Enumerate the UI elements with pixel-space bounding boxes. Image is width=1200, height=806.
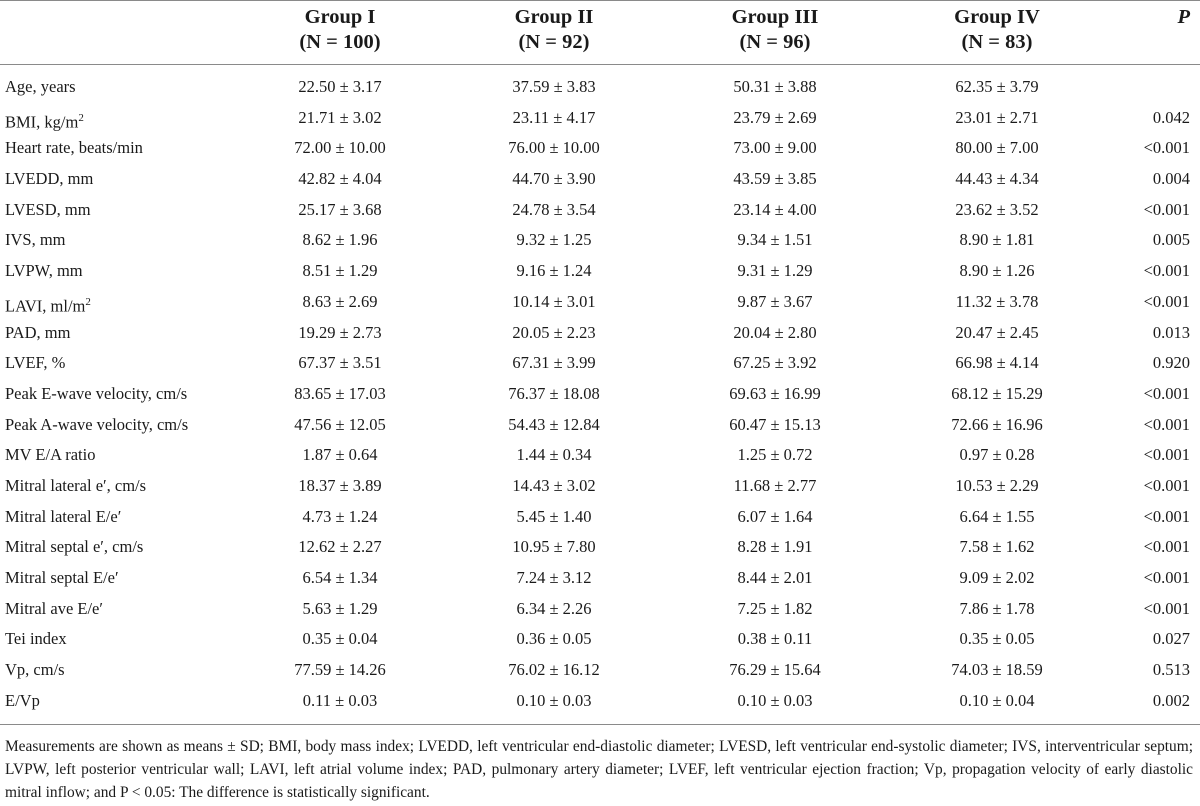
group-4-value: 7.58 ± 1.62 bbox=[959, 537, 1035, 557]
table-row bbox=[0, 318, 1200, 349]
row-label bbox=[5, 77, 76, 97]
p-value: <0.001 bbox=[1143, 598, 1190, 618]
row-label bbox=[5, 323, 70, 343]
table-row bbox=[0, 502, 1200, 533]
table-footnote: Measurements are shown as means ± SD; BMI, body mass index; LVEDD, left ventricular end-diastolic diameter; LVESD, left ventricular end-systolic diameter; IVS, interventricular septum; LVPW, left posterior ventricular wall; LAVI, left atrial volume index; PAD, pulmonary artery diameter; LVEF, left ventricular ejection fraction; Vp, propagation velocity of early diastolic mitral inflow; and P < 0.05: The difference is statistically significant. bbox=[5, 738, 1193, 801]
row-label bbox=[5, 415, 188, 435]
table-row bbox=[0, 594, 1200, 625]
p-value: 0.027 bbox=[1152, 629, 1190, 649]
group-4-value: 62.35 ± 3.79 bbox=[955, 77, 1039, 96]
table-row bbox=[0, 287, 1200, 318]
group-4-value: 72.66 ± 16.96 bbox=[951, 414, 1043, 434]
row-label bbox=[5, 660, 65, 680]
header-group-4-n: (N = 83) bbox=[961, 31, 1033, 53]
group-1-value: 8.63 ± 2.69 bbox=[302, 291, 378, 311]
row-label bbox=[5, 476, 146, 496]
group-2-value: 5.45 ± 1.40 bbox=[516, 506, 592, 526]
group-4-value: 9.09 ± 2.02 bbox=[959, 568, 1035, 587]
row-label bbox=[5, 537, 143, 557]
group-2-value: 24.78 ± 3.54 bbox=[512, 199, 596, 219]
row-label-text: Mitral lateral E/e′ bbox=[5, 506, 122, 526]
p-value: <0.001 bbox=[1143, 138, 1190, 158]
group-2-value: 10.95 ± 7.80 bbox=[512, 537, 596, 557]
group-1-value: 6.54 ± 1.34 bbox=[302, 568, 378, 587]
group-2-value: 54.43 ± 12.84 bbox=[508, 414, 600, 434]
group-2-value: 9.32 ± 1.25 bbox=[516, 230, 592, 250]
group-1-value: 8.62 ± 1.96 bbox=[302, 230, 378, 250]
header-group-2-name: Group II bbox=[514, 6, 594, 28]
group-4-value: 80.00 ± 7.00 bbox=[955, 138, 1039, 158]
group-1-value: 83.65 ± 17.03 bbox=[294, 383, 386, 403]
group-3-value: 9.34 ± 1.51 bbox=[737, 230, 813, 250]
group-1-value: 72.00 ± 10.00 bbox=[294, 138, 386, 158]
group-2-value: 76.02 ± 16.12 bbox=[508, 660, 600, 680]
group-2-value: 7.24 ± 3.12 bbox=[516, 568, 592, 587]
row-label bbox=[5, 384, 187, 404]
p-value: <0.001 bbox=[1143, 291, 1190, 311]
p-value: <0.001 bbox=[1143, 506, 1190, 526]
group-4-value: 74.03 ± 18.59 bbox=[951, 660, 1043, 680]
row-label bbox=[5, 691, 40, 711]
table-row bbox=[0, 103, 1200, 134]
row-label-text: LVEDD, mm bbox=[5, 169, 94, 189]
header-group-1 bbox=[240, 5, 440, 55]
table-row bbox=[0, 624, 1200, 655]
header-group-3-name: Group III bbox=[731, 6, 819, 28]
group-2-value: 76.37 ± 18.08 bbox=[508, 383, 600, 403]
header-group-3-n: (N = 96) bbox=[739, 31, 811, 53]
header-group-2 bbox=[454, 5, 654, 55]
row-label bbox=[5, 261, 83, 281]
row-label-text: Peak E-wave velocity, cm/s bbox=[5, 383, 188, 403]
table-row bbox=[0, 471, 1200, 502]
p-value: <0.001 bbox=[1143, 445, 1190, 465]
row-label-superscript: 2 bbox=[85, 295, 91, 308]
p-value: 0.042 bbox=[1152, 107, 1190, 127]
p-value: <0.001 bbox=[1143, 537, 1190, 557]
row-label bbox=[5, 568, 119, 588]
group-2-value: 23.11 ± 4.17 bbox=[512, 107, 596, 127]
row-label-text: Mitral septal E/e′ bbox=[5, 568, 119, 587]
group-3-value: 8.28 ± 1.91 bbox=[737, 537, 813, 557]
group-3-value: 8.44 ± 2.01 bbox=[737, 568, 813, 587]
group-2-value: 44.70 ± 3.90 bbox=[512, 169, 596, 189]
group-2-value: 1.44 ± 0.34 bbox=[516, 445, 592, 465]
group-2-value: 67.31 ± 3.99 bbox=[512, 353, 596, 373]
group-3-value: 23.14 ± 4.00 bbox=[733, 199, 817, 219]
p-value: <0.001 bbox=[1143, 475, 1190, 495]
group-1-value: 1.87 ± 0.64 bbox=[302, 445, 378, 465]
row-label-text: Heart rate, beats/min bbox=[5, 138, 143, 158]
row-label-text: LAVI, ml/m bbox=[5, 296, 86, 316]
row-label-text: Mitral lateral e′, cm/s bbox=[5, 475, 147, 495]
group-3-value: 60.47 ± 15.13 bbox=[729, 414, 821, 434]
p-value: 0.005 bbox=[1152, 230, 1190, 250]
group-4-value: 44.43 ± 4.34 bbox=[955, 169, 1039, 189]
row-label bbox=[5, 445, 95, 465]
group-4-value: 11.32 ± 3.78 bbox=[955, 291, 1039, 311]
table-row bbox=[0, 225, 1200, 256]
row-label bbox=[5, 599, 103, 619]
row-label-text: BMI, kg/m bbox=[5, 112, 79, 132]
group-1-value: 0.11 ± 0.03 bbox=[302, 690, 378, 710]
group-3-value: 69.63 ± 16.99 bbox=[729, 383, 821, 403]
table-row bbox=[0, 133, 1200, 164]
table-row bbox=[0, 348, 1200, 379]
group-2-value: 37.59 ± 3.83 bbox=[512, 77, 596, 96]
group-3-value: 23.79 ± 2.69 bbox=[733, 107, 817, 127]
row-label bbox=[5, 108, 84, 133]
group-4-value: 68.12 ± 15.29 bbox=[951, 383, 1043, 403]
row-label-text: LVESD, mm bbox=[5, 199, 91, 219]
header-group-4 bbox=[897, 5, 1097, 55]
group-4-value: 0.35 ± 0.05 bbox=[959, 629, 1035, 649]
group-2-value: 0.36 ± 0.05 bbox=[516, 629, 592, 649]
p-value: 0.002 bbox=[1152, 690, 1190, 710]
group-3-value: 0.10 ± 0.03 bbox=[737, 690, 813, 710]
group-3-value: 9.87 ± 3.67 bbox=[737, 291, 813, 311]
group-4-value: 0.97 ± 0.28 bbox=[959, 445, 1035, 465]
group-4-value: 0.10 ± 0.04 bbox=[959, 690, 1035, 710]
group-3-value: 11.68 ± 2.77 bbox=[733, 475, 817, 495]
group-3-value: 73.00 ± 9.00 bbox=[733, 138, 817, 158]
group-1-value: 42.82 ± 4.04 bbox=[298, 169, 382, 189]
table-row bbox=[0, 563, 1200, 594]
group-1-value: 8.51 ± 1.29 bbox=[302, 261, 378, 281]
p-value: 0.004 bbox=[1152, 169, 1190, 189]
row-label-text: PAD, mm bbox=[5, 322, 71, 342]
group-2-value: 9.16 ± 1.24 bbox=[516, 261, 592, 281]
p-value: <0.001 bbox=[1143, 414, 1190, 434]
group-1-value: 47.56 ± 12.05 bbox=[294, 414, 386, 434]
row-label bbox=[5, 230, 66, 250]
group-3-value: 50.31 ± 3.88 bbox=[733, 77, 817, 96]
group-1-value: 19.29 ± 2.73 bbox=[298, 322, 382, 342]
group-1-value: 22.50 ± 3.17 bbox=[298, 77, 382, 96]
row-label bbox=[5, 629, 67, 649]
group-1-value: 5.63 ± 1.29 bbox=[302, 598, 378, 618]
group-3-value: 6.07 ± 1.64 bbox=[737, 506, 813, 526]
group-1-value: 4.73 ± 1.24 bbox=[302, 506, 378, 526]
group-4-value: 8.90 ± 1.81 bbox=[959, 230, 1035, 250]
group-4-value: 23.62 ± 3.52 bbox=[955, 199, 1039, 219]
row-label bbox=[5, 353, 65, 373]
p-value: <0.001 bbox=[1143, 199, 1190, 219]
group-2-value: 14.43 ± 3.02 bbox=[512, 475, 596, 495]
row-label-text: IVS, mm bbox=[5, 230, 66, 250]
group-4-value: 23.01 ± 2.71 bbox=[955, 107, 1039, 127]
header-group-4-name: Group IV bbox=[954, 6, 1040, 28]
group-2-value: 20.05 ± 2.23 bbox=[512, 322, 596, 342]
group-2-value: 6.34 ± 2.26 bbox=[516, 598, 592, 618]
table-row bbox=[0, 410, 1200, 441]
group-1-value: 25.17 ± 3.68 bbox=[298, 199, 382, 219]
p-value: 0.013 bbox=[1152, 322, 1190, 342]
group-4-value: 7.86 ± 1.78 bbox=[959, 598, 1035, 618]
table-row bbox=[0, 686, 1200, 717]
row-label-text: Mitral ave E/e′ bbox=[5, 598, 103, 618]
row-label bbox=[5, 292, 91, 317]
group-4-value: 20.47 ± 2.45 bbox=[955, 322, 1039, 342]
row-label-text: Vp, cm/s bbox=[5, 660, 65, 680]
group-1-value: 18.37 ± 3.89 bbox=[298, 475, 382, 495]
row-label-text: LVEF, % bbox=[5, 353, 66, 373]
p-value: <0.001 bbox=[1143, 261, 1190, 281]
group-1-value: 77.59 ± 14.26 bbox=[294, 660, 386, 680]
p-value: 0.920 bbox=[1152, 353, 1190, 373]
group-3-value: 43.59 ± 3.85 bbox=[733, 169, 817, 189]
row-label-text: Tei index bbox=[5, 629, 67, 649]
row-label-text: Mitral septal e′, cm/s bbox=[5, 537, 144, 557]
table-row bbox=[0, 195, 1200, 226]
table-row bbox=[0, 72, 1200, 103]
header-group-2-n: (N = 92) bbox=[518, 31, 590, 53]
group-3-value: 1.25 ± 0.72 bbox=[737, 445, 813, 465]
row-label bbox=[5, 200, 91, 220]
row-label-text: Peak A-wave velocity, cm/s bbox=[5, 414, 189, 434]
bottom-rule bbox=[0, 724, 1200, 725]
table-row bbox=[0, 532, 1200, 563]
group-3-value: 76.29 ± 15.64 bbox=[729, 660, 821, 680]
group-3-value: 67.25 ± 3.92 bbox=[733, 353, 817, 373]
row-label-text: E/Vp bbox=[5, 690, 40, 710]
row-label-text: Age, years bbox=[5, 77, 76, 96]
group-1-value: 67.37 ± 3.51 bbox=[298, 353, 382, 373]
group-2-value: 0.10 ± 0.03 bbox=[516, 690, 592, 710]
row-label bbox=[5, 138, 143, 158]
p-value: <0.001 bbox=[1143, 568, 1190, 587]
group-4-value: 10.53 ± 2.29 bbox=[955, 475, 1039, 495]
group-4-value: 6.64 ± 1.55 bbox=[959, 506, 1035, 526]
row-label-text: MV E/A ratio bbox=[5, 445, 96, 465]
group-3-value: 9.31 ± 1.29 bbox=[737, 261, 813, 281]
row-label bbox=[5, 507, 121, 527]
header-group-1-name: Group I bbox=[304, 6, 376, 28]
table-row bbox=[0, 655, 1200, 686]
p-value: 0.513 bbox=[1152, 660, 1190, 680]
row-label bbox=[5, 169, 93, 189]
group-3-value: 0.38 ± 0.11 bbox=[737, 629, 813, 649]
group-2-value: 76.00 ± 10.00 bbox=[508, 138, 600, 158]
group-3-value: 7.25 ± 1.82 bbox=[737, 598, 813, 618]
header-group-1-n: (N = 100) bbox=[299, 31, 381, 53]
group-1-value: 21.71 ± 3.02 bbox=[298, 107, 382, 127]
group-2-value: 10.14 ± 3.01 bbox=[512, 291, 596, 311]
header-rule bbox=[0, 64, 1200, 65]
table-row bbox=[0, 379, 1200, 410]
group-4-value: 66.98 ± 4.14 bbox=[955, 353, 1039, 373]
header-group-3 bbox=[675, 5, 875, 55]
row-label-text: LVPW, mm bbox=[5, 261, 83, 281]
group-3-value: 20.04 ± 2.80 bbox=[733, 322, 817, 342]
group-1-value: 12.62 ± 2.27 bbox=[298, 537, 382, 557]
row-label-superscript: 2 bbox=[78, 111, 84, 124]
table-body bbox=[0, 72, 1200, 716]
table-header bbox=[0, 0, 1200, 64]
table-row bbox=[0, 256, 1200, 287]
group-4-value: 8.90 ± 1.26 bbox=[959, 261, 1035, 281]
table-row bbox=[0, 440, 1200, 471]
table-row bbox=[0, 164, 1200, 195]
group-1-value: 0.35 ± 0.04 bbox=[302, 629, 378, 649]
header-p-value: P bbox=[1177, 6, 1190, 28]
p-value: <0.001 bbox=[1143, 383, 1190, 403]
